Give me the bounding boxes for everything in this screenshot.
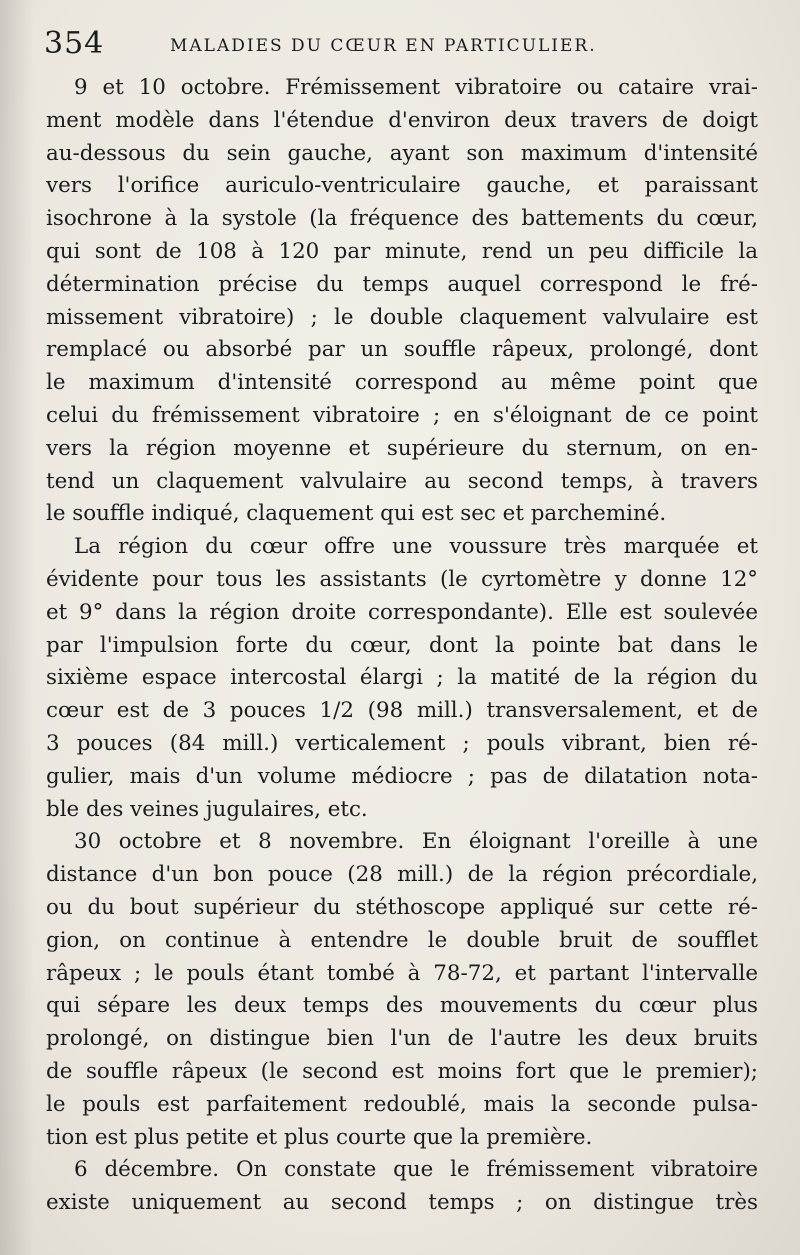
- text-line: tion est plus petite et plus courte que la première.: [46, 1124, 593, 1150]
- paragraph-1: [46, 72, 758, 531]
- page-number: 354: [44, 26, 105, 61]
- text-line: gulier, mais d'un volume médiocre ; pas de dilatation nota-: [46, 763, 758, 789]
- text-line: existe uniquement au second temps ; on distingue très: [46, 1190, 758, 1216]
- paragraph-2: [46, 531, 758, 826]
- spine-shadow: [0, 0, 34, 1255]
- text-line: remplacé ou absorbé par un souffle râpeux, prolongé, dont: [46, 337, 758, 363]
- text-line: La région du cœur offre une voussure très marquée et: [74, 534, 758, 560]
- text-line: celui du frémissement vibratoire ; en s'éloignant de ce point: [46, 402, 758, 428]
- text-line: isochrone à la systole (la fréquence des battements du cœur,: [46, 206, 758, 232]
- text-line: détermination précise du temps auquel correspond le fré-: [46, 271, 758, 297]
- text-line: vers l'orifice auriculo-ventriculaire gauche, et paraissant: [46, 173, 758, 199]
- text-line: 6 décembre. On constate que le frémissement vibratoire: [74, 1157, 758, 1183]
- text-line: le pouls est parfaitement redoublé, mais la seconde pulsa-: [46, 1091, 758, 1117]
- text-line: râpeux ; le pouls étant tombé à 78-72, et partant l'intervalle: [46, 960, 758, 986]
- paragraph-3: [46, 826, 758, 1154]
- text-line: cœur est de 3 pouces 1/2 (98 mill.) transversalement, et de: [46, 698, 758, 724]
- text-line: sixième espace intercostal élargi ; la matité de la région du: [46, 665, 758, 691]
- text-line: distance d'un bon pouce (28 mill.) de la région précordiale,: [46, 862, 758, 888]
- text-line: ou du bout supérieur du stéthoscope appliqué sur cette ré-: [46, 894, 758, 920]
- text-line: évidente pour tous les assistants (le cyrtomètre y donne 12°: [46, 566, 758, 592]
- paragraph-4: [46, 1154, 758, 1220]
- text-line: tend un claquement valvulaire au second temps, à travers: [46, 468, 758, 494]
- text-line: au-dessous du sein gauche, ayant son maximum d'intensité: [46, 140, 758, 166]
- text-line: prolongé, on distingue bien l'un de l'autre les deux bruits: [46, 1026, 758, 1052]
- running-title: MALADIES DU CŒUR EN PARTICULIER.: [170, 36, 597, 56]
- text-line: 30 octobre et 8 novembre. En éloignant l'oreille à une: [74, 829, 758, 855]
- text-line: qui sont de 108 à 120 par minute, rend un peu difficile la: [46, 238, 758, 264]
- text-line: de souffle râpeux (le second est moins fort que le premier);: [46, 1058, 758, 1084]
- text-line: 3 pouces (84 mill.) verticalement ; pouls vibrant, bien ré-: [46, 730, 758, 756]
- text-line: le maximum d'intensité correspond au même point que: [46, 370, 758, 396]
- text-line: par l'impulsion forte du cœur, dont la pointe bat dans le: [46, 632, 758, 658]
- page-header: [40, 22, 780, 62]
- text-line: missement vibratoire) ; le double claquement valvulaire est: [46, 304, 758, 330]
- text-line: gion, on continue à entendre le double bruit de soufflet: [46, 927, 758, 953]
- text-line: le souffle indiqué, claquement qui est sec et parcheminé.: [46, 501, 667, 527]
- text-line: vers la région moyenne et supérieure du sternum, on en-: [46, 435, 758, 461]
- text-line: 9 et 10 octobre. Frémissement vibratoire ou cataire vrai-: [74, 75, 758, 100]
- body-text: [46, 72, 758, 1220]
- text-line: qui sépare les deux temps des mouvements du cœur plus: [46, 993, 758, 1019]
- text-line: et 9° dans la région droite correspondante). Elle est soulevée: [46, 599, 758, 625]
- text-line: ble des veines jugulaires, etc.: [46, 796, 368, 822]
- text-line: ment modèle dans l'étendue d'environ deux travers de doigt: [46, 107, 758, 133]
